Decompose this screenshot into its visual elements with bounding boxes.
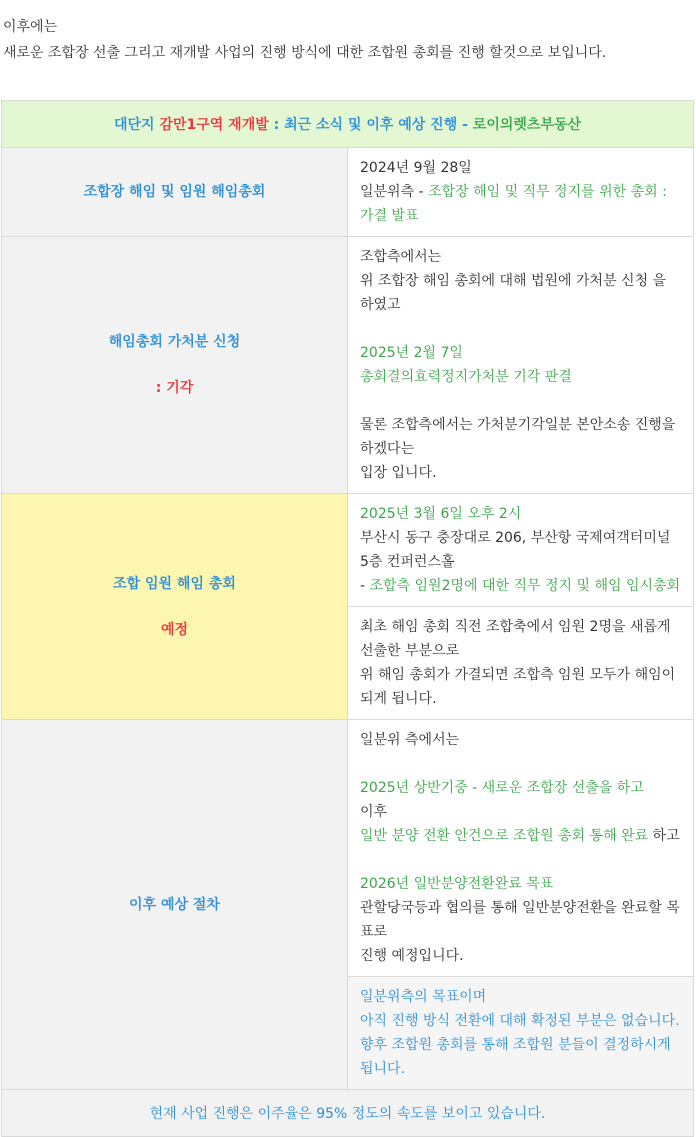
row-3-content-a [348, 494, 694, 607]
row-2-label-2: : 기각 [155, 380, 194, 396]
row-4-line-4b: 하고 [648, 828, 680, 844]
row-4-line-2: 2025년 상반기중 - 새로운 조합장 선출을 하고 [360, 780, 644, 796]
row-4-content-b [348, 977, 694, 1090]
intro-text [3, 14, 693, 66]
row-4-content-a [348, 720, 694, 977]
row-2-label [2, 237, 348, 494]
row-3-line-5: 위 해임 총회가 가결되면 조합측 임원 모두가 해임이 되게 됩니다. [360, 667, 676, 707]
row-4-label: 이후 예상 절차 [2, 720, 348, 1090]
row-3-label [2, 494, 348, 720]
row-1-text-a: 일분위측 - [360, 184, 429, 200]
row-1-text-b: 조합장 해임 및 직무 정지를 위한 총회 : 가결 발표 [360, 184, 667, 224]
row-4-line-9: 아직 진행 방식 전환에 대해 확정된 부분은 없습니다. [360, 1013, 680, 1029]
row-3-label-2: 예정 [160, 621, 189, 638]
row-4-line-1: 일분위 측에서는 [360, 732, 460, 748]
row-2-line-4: 총회결의효력정지가처분 기각 판결 [360, 369, 572, 385]
row-2-line-3: 2025년 2월 7일 [360, 345, 463, 361]
row-4-line-10: 향후 조합원 총회를 통해 조합원 분들이 결정하시게 됩니다. [360, 1037, 671, 1077]
news-table [1, 100, 694, 1137]
row-2-content [348, 237, 694, 494]
row-4-line-4a: 일반 분양 전환 안건으로 조합원 총회 통해 완료 [360, 828, 649, 844]
row-1-text [360, 180, 683, 228]
row-3-line-1: 2025년 3월 6일 오후 2시 [360, 506, 522, 522]
title-part-1: 대단지 [114, 117, 160, 133]
row-4-line-5: 2026년 일반분양전환완료 목표 [360, 876, 554, 892]
row-3-line-3 [360, 574, 683, 598]
row-3-line-2: 부산시 동구 충장대로 206, 부산항 국제여객터미널 5층 컨퍼런스홀 [360, 530, 671, 570]
intro-line-1: 이후에는 [3, 19, 58, 35]
row-3-line-3a: - [360, 578, 370, 594]
row-3-line-3b: 조합측 임원2명에 대한 직무 정지 및 해임 임시총회 [369, 578, 681, 594]
row-4-line-8: 일분위측의 목표이며 [360, 989, 487, 1005]
row-2-line-5: 물론 조합측에서는 가처분기각일분 본안소송 진행을 하겠다는 [360, 417, 676, 457]
row-1-content [348, 148, 694, 237]
title-part-3: : 최근 소식 및 이후 예상 진행 - [268, 117, 473, 133]
title-part-4: 로이의렛츠부동산 [472, 117, 581, 133]
row-3-line-4: 최초 해임 총회 직전 조합축에서 임원 2명을 새롭게 선출한 부분으로 [360, 619, 671, 659]
row-4-line-4 [360, 824, 683, 848]
intro-line-2: 새로운 조합장 선출 그리고 재개발 사업의 진행 방식에 대한 조합원 총회를 진행 할것으로 보입니다. [3, 45, 607, 61]
row-1-date: 2024년 9월 28일 [360, 160, 472, 176]
row-4-line-3: 이후 [360, 804, 388, 820]
table-title [2, 101, 694, 148]
row-2-line-1: 조합측에서는 [360, 249, 442, 265]
row-3-label-1: 조합 임원 해임 총회 [113, 575, 236, 592]
row-4-line-6: 관할당국등과 협의를 통해 일반분양전환을 완료할 목표로 [360, 900, 680, 940]
title-part-2: 감만1구역 재개발 [159, 117, 269, 133]
row-1-label: 조합장 해임 및 임원 해임총회 [2, 148, 348, 237]
row-2-label-1: 해임총회 가처분 신청 [108, 334, 241, 350]
row-2-line-6: 입장 입니다. [360, 465, 437, 481]
row-3-content-b [348, 607, 694, 720]
row-4-line-7: 진행 예정입니다. [360, 948, 464, 964]
row-2-line-2: 위 조합장 해임 총회에 대해 법원에 가처분 신청 을 하였고 [360, 273, 667, 313]
table-footer: 현재 사업 진행은 이주율은 95% 정도의 속도를 보이고 있습니다. [2, 1090, 694, 1137]
